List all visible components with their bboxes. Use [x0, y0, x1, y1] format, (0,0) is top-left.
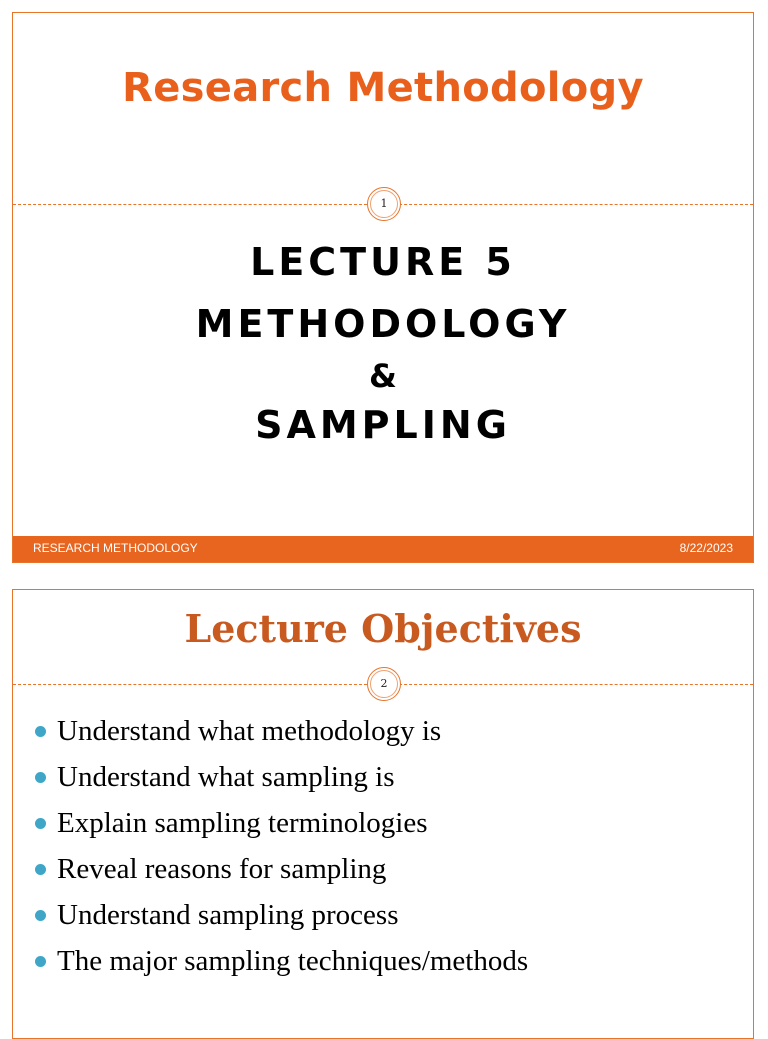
list-item — [35, 754, 528, 800]
objective-text: Understand what methodology is — [57, 715, 442, 747]
bullet-icon — [35, 864, 46, 875]
bullet-icon — [35, 956, 46, 967]
lecture-topic-sampling: SAMPLING — [255, 403, 511, 447]
slide-2 — [12, 589, 754, 1039]
slide-title: Lecture Objectives — [184, 606, 582, 651]
slide-number: 2 — [380, 677, 388, 690]
objective-text: Understand what sampling is — [57, 761, 395, 793]
list-item — [35, 892, 528, 938]
footer-date: 8/22/2023 — [679, 541, 733, 555]
bullet-icon — [35, 818, 46, 829]
objectives-list — [35, 708, 528, 984]
slide-title: Research Methodology — [122, 65, 644, 111]
slide-1 — [12, 12, 754, 563]
objective-text: Explain sampling terminologies — [57, 807, 428, 839]
bullet-icon — [35, 772, 46, 783]
slide-footer — [13, 536, 753, 562]
list-item — [35, 708, 528, 754]
objective-text: The major sampling techniques/methods — [57, 945, 529, 977]
lecture-ampersand: & — [369, 357, 397, 395]
list-item — [35, 846, 528, 892]
slide-number-badge — [367, 187, 401, 221]
objective-text: Understand sampling process — [57, 899, 399, 931]
bullet-icon — [35, 726, 46, 737]
footer-course-name: RESEARCH METHODOLOGY — [33, 541, 198, 555]
bullet-icon — [35, 910, 46, 921]
lecture-number: LECTURE 5 — [250, 240, 516, 284]
slide-number: 1 — [380, 197, 388, 210]
slide-number-badge — [367, 667, 401, 701]
list-item — [35, 800, 528, 846]
lecture-heading — [13, 231, 753, 453]
list-item — [35, 938, 528, 984]
lecture-topic-methodology: METHODOLOGY — [195, 302, 571, 346]
objective-text: Reveal reasons for sampling — [57, 853, 387, 885]
